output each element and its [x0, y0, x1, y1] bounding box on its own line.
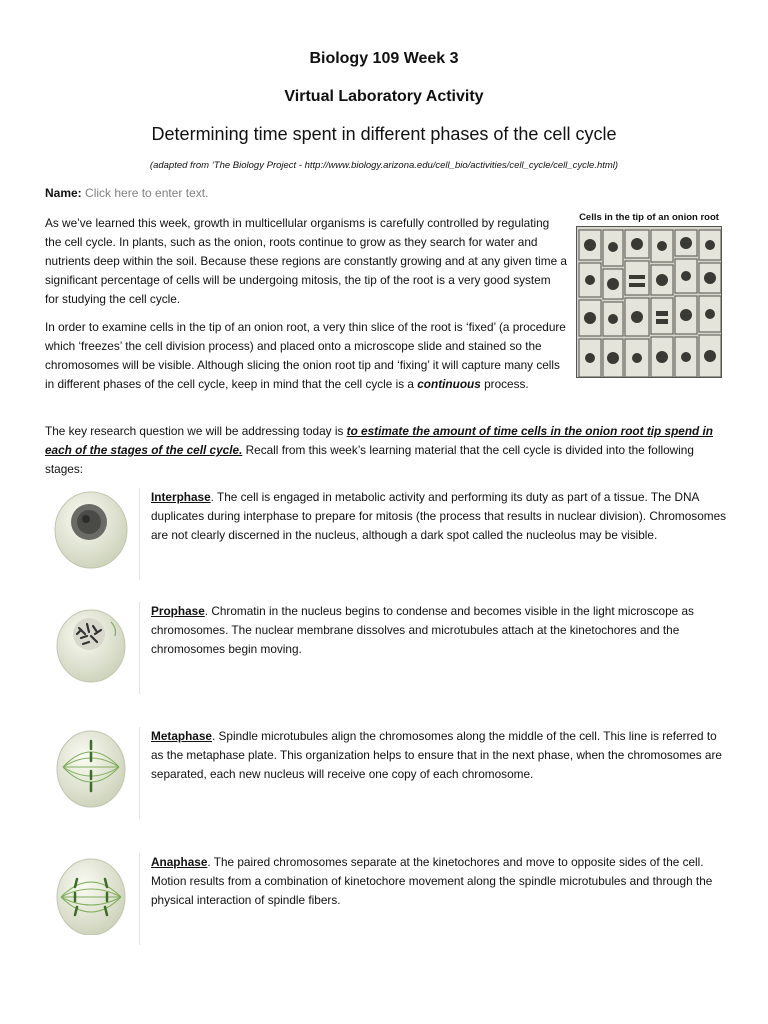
anaphase-text: . The paired chromosomes separate at the kinetochores and move to opposite sides of the cell. Motion results from a combination of kinetochore movement along the spindle microtubules and through the physical interaction of spindle fibers.: [151, 855, 713, 907]
interphase-text: . The cell is engaged in metabolic activity and performing its duty as part of a tissue. The DNA duplicates during interphase to prepare for mitosis (the process that results in nuclear division). Chromosomes are not clearly discerned in the nucleus, although a dark spot called the nucleolus may be visible.: [151, 490, 727, 542]
interphase-cell-image: [53, 488, 129, 570]
stage-divider: [139, 602, 140, 694]
research-question-paragraph: [45, 422, 725, 479]
stage-divider: [139, 727, 140, 819]
interphase-term: Interphase: [151, 490, 211, 504]
document-heading: Determining time spent in different phases of the cell cycle: [151, 124, 617, 144]
anaphase-term: Anaphase: [151, 855, 208, 869]
metaphase-text: . Spindle microtubules align the chromosomes along the middle of the cell. This line is referred to as the metaphase plate. This organization helps to ensure that in the next phase, when the chromosomes are separated, each new nucleus will receive one copy of each chromosome.: [151, 729, 722, 781]
prophase-cell-image: [53, 602, 129, 684]
interphase-cell-illustration: [53, 488, 129, 570]
metaphase-term: Metaphase: [151, 729, 212, 743]
metaphase-cell-illustration: [53, 727, 129, 809]
interphase-description: [151, 488, 731, 545]
stage-divider: [139, 488, 140, 580]
micrograph-illustration: [577, 227, 722, 378]
prophase-text: . Chromatin in the nucleus begins to condense and becomes visible in the light microscope as chromosomes. The nuclear membrane dissolves and microtubules attach at the kinetochores and the chromosomes begin moving.: [151, 604, 694, 656]
stage-divider: [139, 853, 140, 945]
source-citation: (adapted from ‘The Biology Project - http://www.biology.arizona.edu/cell_bio/activities/cell_cycle/cell_cycle.html): [149, 160, 619, 171]
onion-root-figure: [574, 212, 724, 378]
method-text-a: In order to examine cells in the tip of an onion root, a very thin slice of the root is ‘fixed’ (a procedure which ‘freezes’ the cell division process) and placed onto a microscope slide and stained so the chromosomes will be visible. Although slicing the onion root tip and ‘fixing’ it will capture many cells in different phases of the cell cycle, keep in mind that the cell cycle is a: [45, 320, 566, 391]
method-paragraph: [45, 318, 567, 394]
name-label: Name:: [45, 186, 82, 200]
metaphase-cell-image: [53, 727, 129, 809]
document-subtitle: Virtual Laboratory Activity: [284, 88, 484, 105]
research-text-a: The key research question we will be addressing today is: [45, 424, 347, 438]
prophase-term: Prophase: [151, 604, 205, 618]
anaphase-description: [151, 853, 731, 910]
research-question: to estimate the amount of time cells in the onion root tip spend in each of the stages of the cell cycle.: [45, 424, 714, 457]
anaphase-cell-illustration: [53, 853, 129, 935]
metaphase-description: [151, 727, 731, 784]
method-text-b: process.: [480, 377, 529, 391]
prophase-cell-illustration: [53, 602, 129, 684]
intro-paragraph: As we’ve learned this week, growth in multicellular organisms is carefully controlled by regulating the cell cycle. In plants, such as the onion, roots continue to grow as they search for water and nutrients deep within the soil. Because these regions are constantly growing and at any given time a significant percentage of cells will be undergoing mitosis, the tip of the root is a very good system for studying the cell cycle.: [45, 216, 567, 306]
method-emphasis: continuous: [417, 377, 481, 391]
onion-root-micrograph: [576, 226, 722, 378]
document-title: Biology 109 Week 3: [309, 50, 459, 67]
anaphase-cell-image: [53, 853, 129, 935]
research-text-b: Recall from this week’s learning material that the cell cycle is divided into the following stages:: [45, 443, 694, 476]
prophase-description: [151, 602, 731, 659]
name-row: [45, 186, 208, 200]
figure-caption: Cells in the tip of an onion root: [579, 212, 719, 223]
name-input-placeholder[interactable]: Click here to enter text.: [85, 186, 209, 200]
